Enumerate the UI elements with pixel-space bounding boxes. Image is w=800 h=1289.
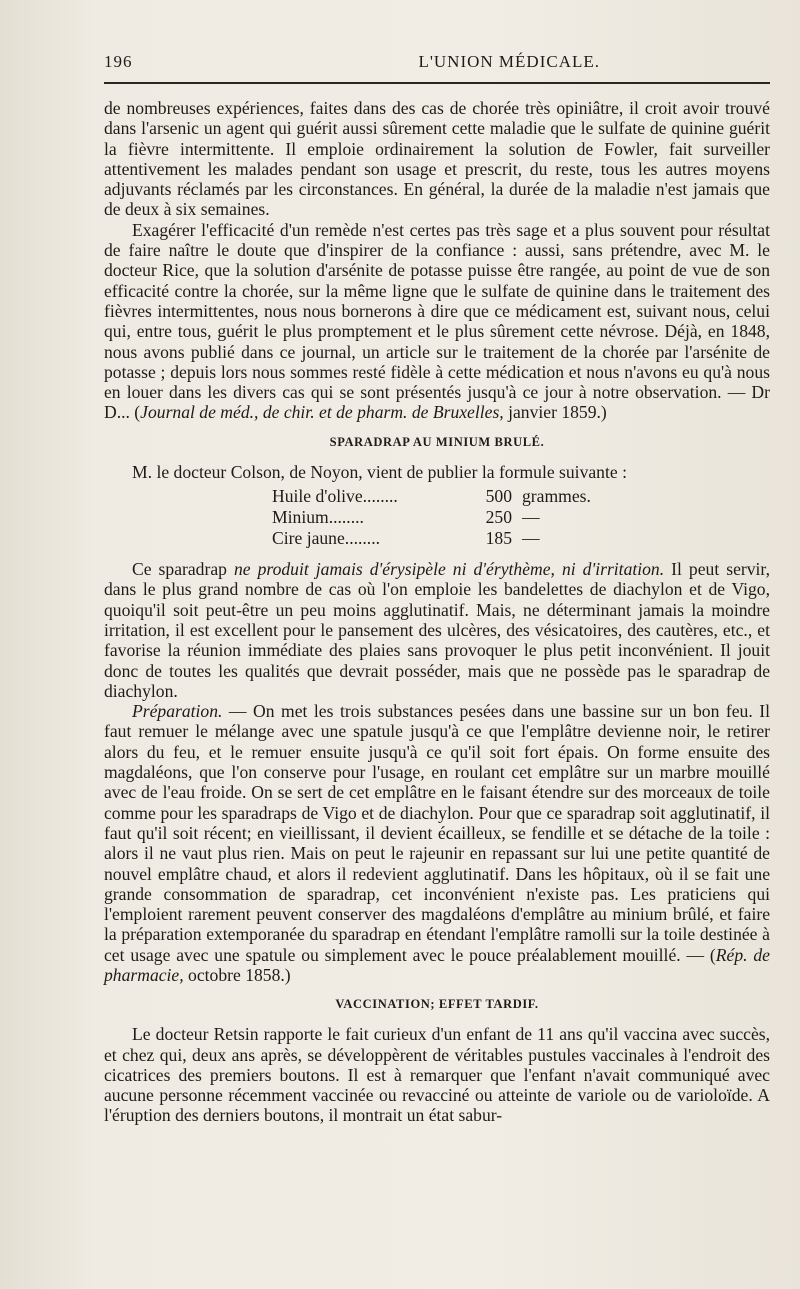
- formula-unit: —: [522, 507, 540, 528]
- section-title-vaccination: VACCINATION; EFFET TARDIF.: [335, 997, 539, 1012]
- formula-dots: ........: [344, 528, 380, 549]
- page-header: [104, 52, 770, 72]
- preparation-text: — On met les trois substances pesées dans une bassine sur un bon feu. Il faut remuer le mélange avec une spatule jusqu'à ce que l'emplâtre devienne noir, le retirer alors du feu, et le remuer ensuite jusqu'à ce qu'il soit fort épais. On forme ensuite des magdaléons, que l'on conserve pour l'usage, en roulant cet emplâtre sur un marbre mouillé avec de l'eau froide. On se sert de cet emplâtre en le faisant étendre sur des morceaux de toile comme pour les sparadraps de Vigo et de diachylon. Pour que ce sparadrap soit agglutinatif, il faut qu'il soit récent; en vieillissant, il devient écailleux, se fendille et se détache de la toile : alors il ne vaut plus rien. Mais on peut le rajeunir en repassant sur lui une petite quantité de nouvel emplâtre chaud, et alors il redevient agglutinatif. Dans les hôpitaux, où il se fait une grande consommation de sparadrap, cet inconvénient n'existe pas. Les praticiens qui l'emploient rarement peuvent conserver des magdaléons d'emplâtre au minium brûlé, et faire la préparation extemporanée du sparadrap en étendant l'emplâtre ramolli sur la toile destinée à cet usage avec une spatule ou simplement avec le pouce préalablement mouillé. — (: [104, 701, 770, 965]
- sparadrap-source: Rép. de pharmacie,: [104, 944, 770, 985]
- formula-dots: ........: [328, 507, 364, 528]
- sparadrap-p1-text-a: Ce sparadrap: [132, 559, 234, 580]
- formula-quantity: 250: [485, 507, 512, 528]
- journal-title: L'UNION MÉDICALE.: [418, 52, 600, 71]
- formula-unit: grammes.: [522, 486, 591, 507]
- page-number: 196: [104, 52, 133, 71]
- formula-ingredient: Cire jaune: [272, 528, 345, 549]
- formula-quantity: 500: [485, 486, 512, 507]
- sparadrap-paragraph-1: [104, 559, 770, 701]
- vaccination-paragraph-1: Le docteur Retsin rapporte le fait curieux d'un enfant de 11 ans qu'il vaccina avec succès, et chez qui, deux ans après, se développèrent de véritables pustules vaccinales à l'endroit des cicatrices des premiers boutons. Il est à remarquer que l'enfant n'avait communiqué avec aucune personne récemment vaccinée ou revacciné ou atteinte de variole ou de varioloïde. A l'éruption des derniers boutons, il montrait un état sabur-: [104, 1024, 770, 1126]
- sparadrap-paragraph-2: [104, 701, 770, 985]
- sparadrap-p1-text-b: Il peut servir, dans le plus grand nombre de cas où l'on emploie les bandelettes de diachylon et de Vigo, quoiqu'il soit peut-être un peu moins agglutinatif. Mais, ne déterminant jamais la moindre irritation, il est excellent pour le pansement des ulcères, des vésicatoires, des cautères, etc., et favorise la réunion immédiate des plaies sans provoquer le plus petit inconvénient. Il jouit donc de toutes les qualités que devrait posséder, mais que ne possède pas le sparadrap de diachylon.: [104, 559, 770, 701]
- article1-p2-text: Exagérer l'efficacité d'un remède n'est certes pas très sage et a plus souvent pour résultat de faire naître le doute que d'inspirer de la confiance : aussi, sans prétendre, avec M. le docteur Rice, que la solution d'arsénite de potasse puisse être rangée, au point de vue de son efficacité contre la chorée, sur la même ligne que le sulfate de quinine dans le traitement des fièvres intermittentes, nous nous bornerons à dire que ce médicament est, suivant nous, celui qui, entre tous, guérit le plus promptement et le plus sûrement cette névrose. Déjà, en 1848, nous avons publié dans ce journal, un article sur le traitement de la chorée par l'arsénite de potasse ; depuis lors nous sommes resté fidèle à cette médication et nous n'avons eu qu'à nous en louer dans les divers cas qui se sont présentés jusqu'à ce jour à notre observation. — Dr D... (: [104, 219, 770, 423]
- sparadrap-intro: M. le docteur Colson, de Noyon, vient de publier la formule suivante :: [132, 461, 627, 482]
- formula-ingredient: Huile d'olive: [272, 486, 363, 507]
- formula-row: [272, 528, 770, 549]
- formula-unit: —: [522, 528, 540, 549]
- formula-row: [272, 486, 770, 507]
- article1-source: Journal de méd., de chir. et de pharm. de Bruxelles,: [140, 402, 504, 423]
- formula-quantity: 185: [485, 528, 512, 549]
- article1-source-date: janvier 1859.): [503, 402, 607, 423]
- formula-dots: ........: [362, 486, 398, 507]
- section-title-sparadrap: SPARADRAP AU MINIUM BRULÉ.: [329, 434, 545, 449]
- formula-ingredient: Minium: [272, 507, 329, 528]
- header-rule: [104, 82, 770, 84]
- article1-paragraph-1: de nombreuses expériences, faites dans des cas de chorée très opiniâtre, il croit avoir trouvé dans l'arsenic un agent qui guérit aussi sûrement cette maladie que le sulfate de quinine guérit la fièvre intermittente. Il emploie ordinairement la solution de Fowler, fait surveiller attentivement les malades pendant son usage et prescrit, du reste, tous les autres moyens adjuvants réclamés par les circonstances. En général, la durée de la maladie n'est jamais que de deux à six semaines.: [104, 98, 770, 220]
- sparadrap-p1-emphasis: ne produit jamais d'érysipèle ni d'érythème, ni d'irritation.: [233, 559, 665, 580]
- preparation-label: Préparation.: [132, 701, 223, 722]
- formula-row: [272, 507, 770, 528]
- formula-table: [272, 486, 770, 549]
- article1-paragraph-2: [104, 220, 770, 423]
- sparadrap-source-date: octobre 1858.): [183, 964, 291, 985]
